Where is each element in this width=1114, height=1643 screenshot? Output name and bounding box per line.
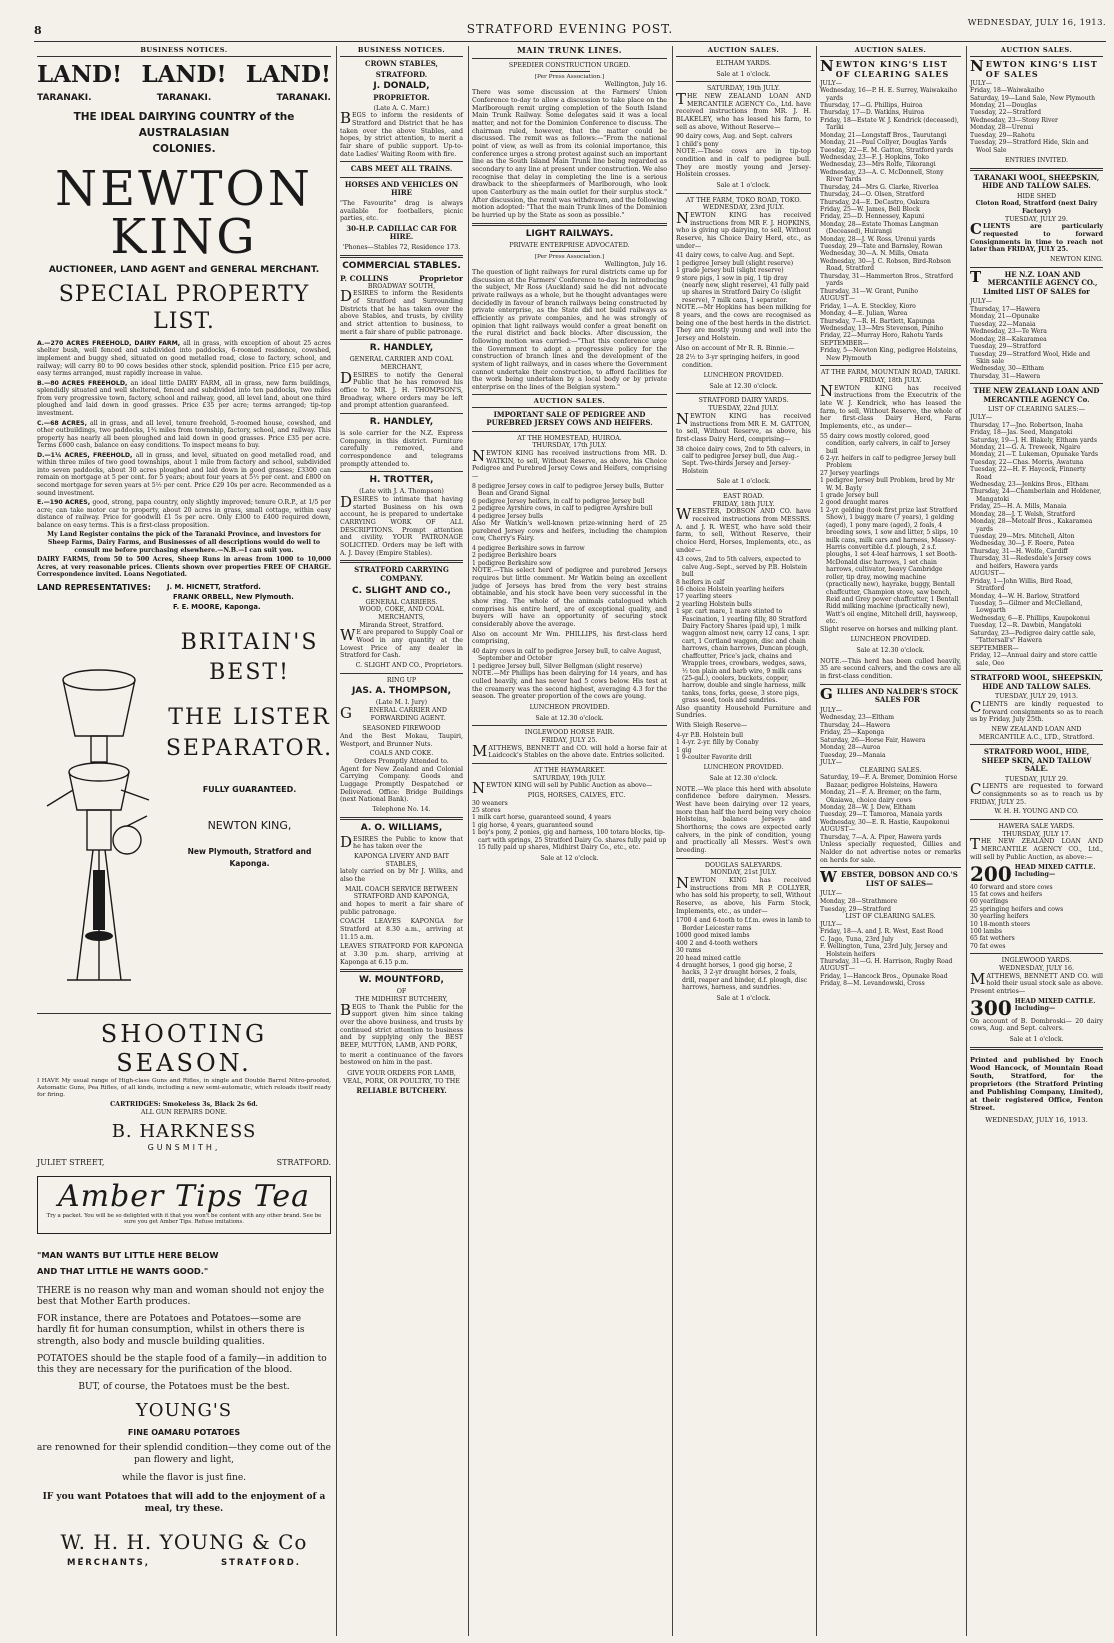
list-item: Monday, 28—Strathmore	[820, 898, 898, 906]
list-item: 70 fat ewes	[970, 942, 1006, 950]
column-auction-sales-3: AUCTION SALES. NEWTON KING'S LIST OF SALES JULY— Friday, 18—Waiwakaiho Saturday, 19—Land Sale, New Plymouth Monday, 21—Douglas Tuesday, 22—Stratford Wednesday, 23—Stony River Monday, 28—Urenui Tuesday, 29—Rahotu Tuesday, 29—Stratford Hide, Skin and Wool Sale ENTRIES INVITED. TARANAKI WOOL, SHEEPSKIN, HIDE AND TALLOW SALES. HIDE SHED Cloton Road, Stratford (next Dairy Factory) TUESDAY, JULY 29. CLIENTS are particularly requested to forward Consignments in time to reach not later than FRIDAY, JULY 25. NEWTON KING. THE N.Z. LOAN AND MERCANTILE AGENCY CO., Limited LIST OF SALES for JULY— Thursday, 17—Hawera Monday, 21—Opunake Tuesday, 22—Manaia Wednesday, 23—Te Wera Monday, 28—Kakaramea Tuesday, 29—Stratford Tuesday, 29—Stratford Wool, Hide and Skin sale Wednesday, 30—Eltham Thursday, 31—Hawera THE NEW ZEALAND LOAN AND MERCANTILE AGENCY Co. LIST OF CLEARING SALES:— JULY— Thursday, 17—Jno. Robertson, Inaha Friday, 18—Jas. Seed, Mangatoki Saturday, 19—J. H. Blakely, Eltham yards Monday, 21—G. A. Treweek, Ngaire Monday, 21—T. Lukeman, Opunake Yards Tuesday, 22—Chas. Morris, Awatuna Tuesday, 22—H. F. Haycock, Finnerty Road Wednesday, 23—Jenkins Bros., Eltham Thursday, 24—Chamberlain and Holdener, Mangatoki Friday, 25—H. A. Mills, Manaia Monday, 28—J. T. Welsh, Stratford Monday, 28—Metcalf Bros., Kakaramea yards Tuesday, 29—Mrs. Mitchell, Alton Wednesday, 30—J. F. Roere, Patea Thursday, 31—H. Wolfe, Cardiff Thursday, 31—Redesdale's Jersey cows and heifers, Hawera yards AUGUST— Friday, 1—John Willis, Bird Road, Stratford Monday, 4—W. H. Barlow, Stratford Tuesday, 5—Gilmer and McClelland, Lowgarth Wednesday, 6—E. Phillips, Kaupokonui Tuesday, 12—R. Dawbin, Mangatoki Saturday, 23—Pedigree dairy cattle sale, "Tattersall's" Hawera SEPTEMBER— Friday, 12—Annual dairy and store cattle sale, Oeo STRATFORD WOOL, SHEEPSKIN, HIDE AND TALLOW SALES. TUESDAY, JULY 29, 1913. CLIENTS are kindly requested to forward consignments so as to reach us by Friday, July 25th. NEW ZEALAND LOAN AND MERCANTILE A.C., LTD., Stratford. STRATFORD WOOL, HIDE, SHEEP SKIN, AND TALLOW SALE. TUESDAY, JULY 29. CLIENTS are requested to forward consignments so as to reach us by FRIDAY, JULY 25. W. H. H. YOUNG AND CO. HAWERA SALE YARDS. THURSDAY, JULY 17. THE NEW ZEALAND LOAN AND MERCANTILE AGENCY CO., Ltd., will sell by Public Auction, as above:— 200 HEAD MIXED CATTLE. Including— 40 forward and store cows 15 fat cows and heifers 60 yearlings 25 springing heifers and cows 30 yearling heifers 10 18-month steers 100 lambs 65 fat wethers 70 fat ewes INGLEWOOD YARDS. WEDNESDAY, JULY 16. MATTHEWS, BENNETT AND CO. will hold their usual stock sale as above. Present entries— 300 HEAD MIXED CATTLE. Including— On account of B. Dombroski— 20 dairy cows, Aug. and Sept. calvers. Sale at 1 o'clock. Printed and published by Enoch Wood Hancock, of Mountain Road South, Stratford, for the proprietors (the Stratford Printing and Publishing Company, Limited), at their registered Office, Fenton Street. WEDNESDAY, JULY 16, 1913.	[966, 46, 1106, 1636]
list-item: Monday, 28—Urenui	[970, 124, 1034, 132]
property-item: A.—270 ACRES FREEHOLD, DAIRY FARM, all in grass, with exception of about 25 acres shelter bush, well fenced and subdivided into paddocks, 6-roomed residence, cowshed, implement and buggy shed, situated on good metalled road, close to factory, school, and railway; will carry 80 to 90 cows besides other stock, splendid position. Price £15 per acre, easy terms arranged, must rapidly increase in value.	[37, 339, 331, 378]
list-item: C. Jago, Tuna, 23rd July	[820, 935, 894, 943]
binnie-list	[676, 354, 811, 369]
list-item: 2 pedigree Berkshire boars	[472, 552, 557, 560]
harkness-address: JULIET STREET, STRATFORD.	[37, 1158, 331, 1168]
list-item: Friday, 18—A. and J. R. West, East Road	[820, 928, 944, 936]
section-heading: AUCTION SALES.	[970, 46, 1103, 57]
whh-young-merchants: MERCHANTS, STRATFORD.	[67, 1558, 301, 1569]
special-property-list-title: SPECIAL PROPERTY LIST.	[58, 282, 310, 335]
list-item: 16 choice Holstein yearling heifers	[676, 585, 785, 593]
lister-separator-ad	[37, 620, 334, 1010]
list-item: 6 pedigree Jersey heifers, in calf to pedigree Jersey bull	[472, 497, 645, 505]
list-item: 40 forward and store cows	[970, 883, 1053, 891]
list-item: Wednesday, 23—F. J. Hopkins, Toko	[820, 154, 929, 161]
slight-name: C. SLIGHT AND CO.,	[352, 585, 451, 596]
nk-july-sales	[820, 87, 961, 295]
amber-tips-tea-ad	[37, 1176, 331, 1234]
lister-headline: BEST!	[209, 660, 290, 686]
shooting-season-title: SHOOTING SEASON.	[100, 1019, 268, 1077]
list-item: Wednesday, 30—J. C. Robson, Bird-Robson Road, Stratford	[820, 257, 951, 273]
section-heading: AUCTION SALES.	[820, 46, 961, 57]
list-item: 2 yearling Holstein bulls	[676, 600, 752, 608]
list-item: 1 boy's pony, 2 ponies, gig and harness, 100 totara blocks, tip-cart with springs, 25 Stratford Dairy Co. shares fully paid up 15 fully paid up shares, Midhirst Dairy Co., etc., etc.	[472, 829, 667, 852]
list-item: 17 yearling steers	[676, 593, 732, 601]
taranaki-word: TARANAKI.	[37, 93, 92, 104]
lister-locations: New Plymouth, Stratford and Kaponga.	[187, 847, 312, 869]
list-item: Monday, 21—Longstaff Bros., Taurutangi	[820, 131, 947, 139]
cartridges-line: CARTRIDGES: Smokeless 3s, Black 2s 6d.	[110, 1101, 258, 1109]
list-item: 6 2-yr. heifers in calf to pedigree Jersey bull Problem	[820, 454, 956, 470]
webster-july-sales	[820, 898, 961, 913]
donald-name: J. DONALD,	[373, 81, 430, 92]
list-item: Monday, 21—T. Lukeman, Opunake Yards	[970, 451, 1098, 459]
hopkins-list	[676, 252, 811, 304]
gillies-stock-sales	[820, 714, 961, 759]
main-trunk-article: There was some discussion at the Farmers' Union Conference to-day to allow a discussion to take place on the Marlborough remit urging completion of the South Island Main Trunk Railway. Some delegates said it was a local matter, and not for the Dominion Conference to discuss. The chairman ruled, however, that the matter could be discussed. The remit was as follows:—"From the national point of view, as well as from its colonial importance, this conference urges a strong protest against such an important line as the South Island Main Trunk line being regarded as secondary to any line at present under construction. We also recognise that delay in completing the line is a serious drawback to the sheepfarmers of Marlborough, who look upon Canterbury as the main outlet for their surplus stock." After discussion, the remit was withdrawn, and the following motion adopted: "That the main Trunk lines of the Dominion be hurried up by the State as soon as possible."	[472, 89, 667, 219]
column-business-notices-1	[34, 46, 334, 1636]
pigs-list	[472, 800, 667, 852]
list-item: Tuesday, 22—Stratford	[970, 109, 1041, 117]
gunsmith-label: GUNSMITH,	[147, 1142, 221, 1152]
list-item: Friday, 22—Murray Horo, Rahotu Yards	[820, 332, 943, 340]
list-item: Tuesday, 29—Stratford	[820, 905, 891, 913]
list-item: 41 dairy cows, to calve Aug. and Sept.	[676, 252, 795, 260]
list-item: Tuesday, 29—Mrs. Mitchell, Alton	[970, 533, 1075, 540]
auction-sales-heading: AUCTION SALES.	[472, 394, 667, 408]
list-item: Friday, 5—Newton King, pedigree Holsteins, New Plymouth	[820, 347, 958, 362]
rep-item: FRANK ORBELL, New Plymouth.	[173, 593, 294, 602]
head-300-block: 300 HEAD MIXED CATTLE. Including—	[970, 997, 1096, 1018]
list-item: Friday, 18—Jas. Seed, Mangatoki	[970, 429, 1073, 437]
commercial-stables-title: COMMERCIAL STABLES.	[342, 260, 461, 271]
list-item: Tuesday, 5—Gilmer and McClelland, Lowgarth	[970, 600, 1083, 615]
list-item: Monday, 28—J. T. Welsh, Stratford	[970, 510, 1076, 518]
list-item: 4 pedigree Berkshire sows in farrow	[472, 544, 585, 552]
taranaki-word: TARANAKI.	[276, 93, 331, 104]
section-heading: BUSINESS NOTICES.	[340, 46, 463, 57]
webster-dobson-heading: WEBSTER, DOBSON AND CO.'S LIST OF SALES—	[820, 868, 958, 888]
ideal-country-line: THE IDEAL DAIRYING COUNTRY of the AUSTRALASIAN COLONIES.	[73, 111, 295, 155]
harkness-name: B. HARKNESS	[111, 1120, 257, 1142]
list-item: Monday, 28—Metcalf Bros., Kakaramea yards	[970, 518, 1093, 533]
masthead	[34, 14, 1106, 42]
list-item: Friday, 25—Kaponga	[820, 729, 885, 737]
lister-guarantee: FULLY GUARANTEED.	[202, 784, 297, 794]
list-item: Tuesday, 29—Stratford	[970, 343, 1041, 351]
list-item: Friday, 25—H. A. Mills, Manaia	[970, 503, 1067, 511]
list-item: Monday, 28—J. W. Ross, Urenui yards	[820, 235, 936, 243]
repairs-line: ALL GUN REPAIRS DONE.	[140, 1109, 228, 1117]
lister-merchant: NEWTON KING,	[207, 818, 292, 832]
webster-clearing-sales	[820, 928, 961, 965]
page-number: 8	[34, 24, 42, 37]
list-item: Tuesday, 12—R. Dawbin, Mangatoki	[970, 622, 1082, 630]
section-heading: AUCTION SALES.	[676, 46, 811, 57]
land-word: LAND!	[245, 61, 331, 89]
potato-ad-copy: THERE is no reason why man and woman should not enjoy the best that Mother Earth produces. FOR instance, there are Potatoes and Potatoes—some are hardly fit for human consumption, whilst in others there is strength, also body and muscle building qualities. POTATOES should be the staple food of a family—in addition to this they are necessary for the purification of the blood. BUT, of course, the Potatoes must be the best.	[37, 1285, 327, 1393]
property-item: B.—80 ACRES FREEHOLD, an ideal little DAIRY FARM, all in grass, new farm buildings, splendidly situated and well sheltered, fenced and subdivided into ten paddocks, two miles from very progressive town, factory, school and railway, good, all level land, about one third ploughed and laid down in good grasses. Price £35 per acre; terms arranged; tip-top investment.	[37, 379, 331, 417]
list-item: 25 springing heifers and cows	[970, 905, 1064, 913]
list-item: Wednesday, 23—Mrs Rolfe, Tikorangi	[820, 161, 936, 169]
list-item: Friday, 1—John Willis, Bird Road, Stratford	[970, 577, 1073, 593]
man-wants-headline: "MAN WANTS BUT LITTLE HERE BELOW AND THAT LITTLE HE WANTS GOOD."	[37, 1250, 219, 1276]
hawera-cattle-list	[970, 884, 1103, 951]
gillies-clearing-sales	[820, 774, 961, 826]
amber-tips-fineprint: Try a packet. You will be so delighted with it that you won't be content with any other brand. See be sure you get Amber Tips. Refuse imitations.	[46, 1212, 322, 1226]
list-item: Thursday, 31—G. H. Harrison, Rugby Road	[820, 957, 953, 965]
nzloan-clearing-list	[970, 422, 1103, 570]
reps-label: LAND REPRESENTATIVES:	[37, 582, 151, 592]
watkin-stock-list	[472, 483, 667, 520]
berkshire-list	[472, 545, 667, 567]
land-word: LAND!	[37, 61, 123, 89]
cream-separator-illustration	[37, 640, 157, 1000]
list-item: 1 child's pony	[676, 140, 719, 148]
list-item: Thursday, 24—O. Olsen, Stratford	[820, 191, 925, 199]
list-item: Tuesday, 29—T. Tamoroa, Manaia yards	[820, 811, 943, 819]
list-item: Wednesday, 30—E. R. Hastie, Kaupokonui	[820, 818, 950, 826]
list-item: 8 heifers in calf	[676, 578, 725, 586]
list-item: 40 dairy cows in calf to pedigree Jersey bull, to calve August, September and October	[472, 647, 662, 663]
column-auction-sales-2: AUCTION SALES. NEWTON KING'S LIST OF CLEARING SALES JULY— Wednesday, 16—P. H. E. Surrey, Waiwakaiho yards Thursday, 17—G. Phillips, Huiroa Thursday, 17—D. Watkins, Huiroa Friday, 18—Estate W. J. Kendrick (deceased), Tariki Monday, 21—Longstaff Bros., Taurutangi Monday, 21—Paul Collyer, Douglas Yards Tuesday, 22—E. M. Gatton, Stratford yards Wednesday, 23—F. J. Hopkins, Toko Wednesday, 23—Mrs Rolfe, Tikorangi Wednesday, 23—A. C. McDonnell, Stony River Yards Thursday, 24—Mrs G. Clarke, Riverlea Thursday, 24—O. Olsen, Stratford Thursday, 24—E. DeCastro, Oakura Friday, 25—W. James, Bell Block Friday, 25—D. Hennessey, Kapuni Monday, 28—Estate Thomas Langman (Deceased), Huirangi Monday, 28—J. W. Ross, Urenui yards Tuesday, 29—Tate and Barnsley, Rowan Wednesday, 30—A. N. Mills, Omata Wednesday, 30—J. C. Robson, Bird-Robson Road, Stratford Thursday, 31—Hammerton Bros., Stratford yards Thursday, 31—W. Grant, Puniho AUGUST— Friday, 1—A. E. Steckley, Kioro Monday, 4—E. Julian, Warea Thursday, 7—R. H. Bartlett, Kapunga Wednesday, 13—Mrs Stevenson, Puniho Friday, 22—Murray Horo, Rahotu Yards SEPTEMBER— Friday, 5—Newton King, pedigree Holsteins, New Plymouth AT THE FARM, MOUNTAIN ROAD, TARIKI. FRIDAY, 18th JULY. NEWTON KING has received instructions from the Executrix of the late W. J. Kendrick, who has leased the farm, to sell, Without Reserve, the whole of her first-class Dairy Herd, Farm Implements, etc., as under— 55 dairy cows mostly colored, good condition, early calvers, in calf to Jersey bull 6 2-yr. heifers in calf to pedigree Jersey bull Problem 27 Jersey yearlings 1 pedigree Jersey bull Problem, bred by Mr W. M. Bayly 1 grade Jersey bull 2 good draught mares 1 2-yr. gelding (took first prize last Stratford Show), 1 buggy mare (7 years), 1 gelding (aged), 1 pony mare (aged), 2 foals, 4 breeding sows, 1 sow and litter, 5 slips, 10 milk cans, milk cars and harness, Massey-Harris convertible d.f. plough, 2 s.f. ploughs, 1 set 4-leaf harrows, 1 set Booth-McDonald disc harrows, 1 set chain harrows, cultivator, heavy Cambridge roller, tip dray, mowing machine (practically new), hayrake, buggy, Bentall chaffcutter, Champion stove, saw bench, Reid and Grey power chaffcutter, 1 Bentall Ridd milking machine (practically new), Watt's oil engine, Mitchell drill, haysweep, etc. Slight reserve on horses and milking plant. LUNCHEON PROVIDED. Sale at 12.30 o'clock. NOTE.—This herd has been culled heavily, 35 are second calvers, and the cows are all in first-class condition. GILLIES AND NALDER'S STOCK SALES FOR JULY— Wednesday, 23—Eltham Thursday, 24—Hawera Friday, 25—Kaponga Saturday, 26—Horse Fair, Hawera Monday, 28—Auroa Tuesday, 29—Manaia JULY— CLEARING SALES. Saturday, 19—F. A. Bremer, Dominion Horse Bazaar, pedigree Holsteins, Hawera Monday, 21—F. A. Bremer, on the farm, Okaiawa, choice dairy cows Monday, 28—W. J. Dew, Eltham Tuesday, 29—T. Tamoroa, Manaia yards Wednesday, 30—E. R. Hastie, Kaupokonui AUGUST— Thursday, 7—A. A. Piper, Hawera yards Unless specially requested, Gillies and Nalder do not advertise notes or remarks on herds for sale. WEBSTER, DOBSON AND CO.'S LIST OF SALES— JULY— Monday, 28—Strathmore Tuesday, 29—Stratford LIST OF CLEARING SALES. JULY— Friday, 18—A. and J. R. West, East Road C. Jago, Tuna, 23rd July F. Wellington, Tuna, 23rd July, Jersey and Holstein heifers Thursday, 31—G. H. Harrison, Rugby Road AUGUST— Friday, 1—Hancock Bros., Opunake Road Friday, 8—M. Levandowski, Cross	[816, 46, 964, 1636]
list-item: Monday, 21—F. A. Bremer, on the farm, Okaiawa, choice dairy cows	[820, 789, 942, 804]
column-news-and-auctions: MAIN TRUNK LINES. SPEEDIER CONSTRUCTION URGED. [Per Press Association.] Wellington, July 16. There was some discussion at the Farmers' Union Conference to-day to allow a discussion to take place on the Marlborough remit urging completion of the South Island Main Trunk Railway. Some delegates said it was a local matter, and not for the Dominion Conference to discuss. The chairman ruled, however, that the matter could be discussed. The remit was as follows:—"From the national point of view, as well as from its colonial importance, this conference urges a strong protest against such an important line as the South Island Main Trunk line being regarded as secondary to any line at present under construction. We also recognise that delay in completing the line is a serious drawback to the sheepfarmers of Marlborough, who look upon Canterbury as the main outlet for their surplus stock." After discussion, the remit was withdrawn, and the following motion adopted: "That the main Trunk lines of the Dominion be hurried up by the State as soon as possible." LIGHT RAILWAYS. PRIVATE ENTERPRISE ADVOCATED. [Per Press Association.] Wellington, July 16. The question of light railways for rural districts came up for discussion at the Farmers' Conference to-day. In introducing the subject, Mr Ross (Auckland) said he did not advocate private railways as a whole, but he thought advantages were decidedly in favour of branch railways being constructed by private enterprise, as the State did not build railways as efficiently as private companies, and he was strongly of opinion that light railways would confer a great benefit on the rural district and back blocks. After discussion, the following motion was carried:—"That this conference urge the Government to adopt a progressive policy for the construction of branch lines and the development of the system of light railways, and in cases where the Government cannot undertake their construction, to afford facilities for the work being undertaken by a local body or by private enterprise on the lines of the Belgian system." AUCTION SALES. IMPORTANT SALE OF PEDIGREE AND PUREBRED JERSEY COWS AND HEIFERS. AT THE HOMESTEAD, HUIROA. THURSDAY, 17th JULY. NEWTON KING has received instructions from MR. D. WATKIN, to sell, Without Reserve, as above, his Choice Pedigree and Purebred Jersey Cows and Heifers, comprising— 8 pedigree Jersey cows in calf to pedigree Jersey bulls, Butter Bean and Grand Signal 6 pedigree Jersey heifers, in calf to pedigree Jersey bull 2 pedigree Ayrshire cows, in calf to pedigree Ayrshire bull 4 pedigree Jersey bulls Also Mr Watkin's well-known prize-winning herd of 25 purebred Jersey cows and heifers, including the champion cow, Cherry's Fairy. 4 pedigree Berkshire sows in farrow 2 pedigree Berkshire boars 1 pedigree Berkshire sow NOTE.—This select herd of pedigree and purebred Jerseys requires but little comment. Mr Watkin being an excellent judge of Jerseys has bred from the very best strains obtainable, and his stock have been very successful in the show ring. The whole of the animals catalogued which comprises his entire herd, are of exceptional quality, and buyers will have an opportunity of securing stock considerably above the average. Also on account Mr Wm. PHILLIPS, his first-class herd comprising, 40 dairy cows in calf to pedigree Jersey bull, to calve August, September and October 1 pedigree Jersey bull, Silver Bellgman (slight reserve) NOTE.—Mr Phillips has been dairying for 14 years, and has culled heavily, and has never had 5 cows below. His test at the creamery was the second highest, averaging 4.3 for the season. The greater proportion of the cows are young. LUNCHEON PROVIDED. Sale at 12.30 o'clock. INGLEWOOD HORSE FAIR. FRIDAY, JULY 25. MATTHEWS, BENNETT and CO. will hold a horse fair at Laidcock's Stables on the above date. Entries solicited. AT THE HAYMARKET. SATURDAY, 19th JULY. NEWTON KING will sell by Public Auction as above— PIGS, HORSES, CALVES, ETC. 30 weaners 25 stores 1 milk cart horse, guaranteed sound, 4 years 1 gig horse, 4 years, guaranteed sound 1 boy's pony, 2 ponies, gig and harness, 100 totara blocks, tip-cart with springs, 25 Stratford Dairy Co. shares fully paid up 15 fully paid up shares, Midhirst Dairy Co., etc., etc. Sale at 12 o'clock.	[468, 46, 670, 1636]
list-item: Monday, 4—W. H. Barlow, Stratford	[970, 592, 1080, 600]
list-item: Thursday, 7—R. H. Bartlett, Kapunga	[820, 317, 935, 325]
newspaper-title: STRATFORD EVENING POST.	[466, 22, 674, 36]
rep-item: J. M. HICNETT, Stratford.	[167, 582, 261, 591]
list-item: 1 4-yr. 2-yr. filly by Conaby	[676, 739, 759, 747]
webster-august-sales	[820, 973, 961, 988]
list-item: 30 yearling heifers	[970, 913, 1029, 921]
list-item: Monday, 28—Estate Thomas Langman (Deceased), Huirangi	[820, 220, 939, 236]
list-item: 1000 good mixed lambs	[676, 932, 750, 940]
land-banner	[37, 61, 331, 89]
list-item: Tuesday, 29—Stratford Wool, Hide and Skin sale	[970, 350, 1091, 365]
lister-headline: BRITAIN'S	[180, 629, 319, 655]
williams-name: A. O. WILLIAMS,	[360, 822, 443, 833]
land-representatives	[37, 583, 331, 612]
list-item: Thursday, 31—H. Wolfe, Cardiff	[970, 547, 1068, 555]
sleigh-list	[676, 732, 811, 762]
nzloan-september-list	[970, 652, 1103, 667]
gatton-list	[676, 446, 811, 476]
list-item: 28 2½ to 3-yr springing heifers, in good condition.	[676, 354, 800, 369]
shooting-text: I HAVE My usual range of High-class Guns and Rifles, in single and Double Barrel Nitro-proofed, Automatic Guns, Pea Rifles, of all kinds, including a new semi-automatic, which reloads itself ready for firing.	[37, 1078, 331, 1099]
list-item: 9 store pigs, 1 sow in pig, 1 tip dray (nearly new, slight reserve), 41 fully paid up shares in Stratford Dairy Co (slight reserve), 7 milk cans, 1 separator.	[676, 274, 809, 304]
list-item: 1 grade Jersey bull (slight reserve)	[676, 267, 784, 275]
newton-king-title: NEWTON KING	[55, 161, 313, 266]
list-item: Thursday, 31—Redesdale's Jersey cows and heifers, Hawera yards	[970, 555, 1091, 570]
potato-ad-copy-2: are renowned for their splendid condition—they come out of the pan flowery and light, while the flavor is just fine. IF you want Potatoes that will add to the enjoyment of a meal, try these.	[37, 1443, 331, 1515]
phillips-list	[472, 648, 667, 670]
list-item: 25 stores	[472, 807, 501, 815]
dairy-farms-note: DAIRY FARMS, from 50 to 500 Acres, Sheep Runs in areas from 1000 to 10,000 Acres, at very reasonable prices. Clients shown over properties FREE OF CHARGE. Correspondence invited. Loans Negotiated.	[37, 556, 331, 579]
list-item: 400 2 and 4-tooth wethers	[676, 939, 758, 947]
handley-name: R. HANDLEY,	[369, 343, 434, 354]
list-item: 1 spr. cart mare, 1 mare stinted to Fascination, 1 yearling filly, 80 Stratford Dairy Factory Shares (paid up), 1 milk waggon almost new, carry 12 cans, 1 spr. cart, 1 Cortland waggon, disc and chain harrows, chain harrows, Duncan plough, chaffcutter, Price's jack, chains and Wrapple trees, crowbars, wedges, saws, ½ ton plain and barb wire, 9 milk cans (25-gal.), coolers, buckets, copper, harrow, double and single harness, milk tanks, tons, forks, geese, 3 store pigs, grass seed, tools and sundries.	[676, 608, 810, 705]
list-item: 1 2-yr. gelding (took first prize last Stratford Show), 1 buggy mare (7 years), 1 gelding (aged), 1 pony mare (aged), 2 foals, 4 breeding sows, 1 sow and litter, 5 slips, 10 milk cans, milk cars and harness, Massey-Harris convertible d.f. plough, 2 s.f. ploughs, 1 set 4-leaf harrows, 1 set Booth-McDonald disc harrows, 1 set chain harrows, cultivator, heavy Cambridge roller, tip dray, mowing machine (practically new), hayrake, buggy, Bentall chaffcutter, Champion stove, saw bench, Reid and Grey power chaffcutter, 1 Bentall Ridd milking machine (practically new), Watt's oil engine, Mitchell drill, haysweep, etc.	[820, 506, 959, 626]
list-item: Friday, 25—D. Hennessey, Kapuni	[820, 213, 925, 221]
list-item: Thursday, 31—Hawera	[970, 372, 1041, 380]
list-item: Wednesday, 30—J. F. Roere, Patea	[970, 540, 1075, 548]
kendrick-list	[820, 433, 961, 626]
list-item: Tuesday, 29—Tate and Barnsley, Rowan	[820, 243, 943, 251]
list-item: Wednesday, 23—Eltham	[820, 714, 895, 722]
list-item: Saturday, 19—Land Sale, New Plymouth	[970, 94, 1095, 102]
nk-sales-heading: NEWTON KING'S LIST OF SALES	[970, 57, 1098, 79]
list-item: Thursday, 17—D. Watkins, Huiroa	[820, 109, 925, 117]
list-item: 1 9-coulter Favorite drill	[676, 753, 752, 761]
nk-sales-list	[970, 87, 1103, 154]
list-item: Wednesday, 6—E. Phillips, Kaupokonui	[970, 614, 1090, 622]
list-item: 4-yr P.B. Holstein bull	[676, 731, 744, 739]
amber-tips-logo: Amber Tips Tea	[57, 1179, 310, 1215]
list-item: 1700 4 and 6-tooth to f.f.m. ewes in lamb to Border Leicester rams	[676, 917, 811, 932]
list-item: Tuesday, 22—Chas. Morris, Awatuna	[970, 458, 1084, 466]
list-item: Monday, 4—E. Julian, Warea	[820, 310, 908, 318]
list-item: Thursday, 24—Mrs G. Clarke, Riverlea	[820, 183, 939, 191]
list-item: Monday, 28—Kakaramea	[970, 335, 1047, 343]
list-item: 1 gig horse, 4 years, guaranteed sound	[472, 821, 594, 829]
list-item: Thursday, 24—Chamberlain and Holdener, Mangatoki	[970, 488, 1102, 503]
list-item: 1 pedigree Jersey bull (slight reserve)	[676, 259, 794, 267]
nk-clearing-sales-heading: NEWTON KING'S LIST OF CLEARING SALES	[820, 57, 950, 79]
list-item: Tuesday, 29—Stratford Hide, Skin and Wool Sale	[970, 139, 1089, 154]
list-item: 4 draught horses, 1 good gig horse, 2 hacks, 3 2-yr draught horses, 2 foals, drill, reaper and binder, d.f. plough, disc harrows, harness, and sundries.	[676, 962, 808, 992]
property-item: E.—190 ACRES, good, strong, papa country, only slightly improved; tenure O.R.P., at 1/5 per acre; can take motor car to property, about 20 acres in grass, small cottage, within easy distance of railway. Price for goodwill £1 5s per acre. Only £300 to £400 required down, balance on easy terms. This is a first-class proposition.	[37, 499, 331, 529]
list-item: Wednesday, 23—Te Wera	[970, 328, 1047, 336]
list-item: 1 grade Jersey bull	[820, 492, 879, 500]
list-item: Friday, 1—Hancock Bros., Opunake Road	[820, 973, 948, 981]
list-item: Monday, 28—Auroa	[820, 744, 881, 752]
nk-september-sales	[820, 347, 961, 362]
land-register-note: My Land Register contains the pick of the Taranaki Province, and investors for Sheep Farms, Dairy Farms, and Businesses of all descriptions would do well to consult me before purchasing elsewhere.—N.B.—I can suit you.	[47, 531, 321, 554]
blakeley-list	[676, 133, 811, 148]
list-item: Friday, 1—A. E. Steckley, Kioro	[820, 302, 916, 310]
list-item: Monday, 28—W. J. Dew, Eltham	[820, 803, 916, 811]
list-item: 60 yearlings	[970, 898, 1009, 906]
list-item: 1 milk cart horse, guaranteed sound, 4 years	[472, 814, 611, 822]
nzloan-august-list	[970, 578, 1103, 645]
list-item: Thursday, 17—Jno. Robertson, Inaha	[970, 421, 1083, 429]
whh-young-name: W. H. H. YOUNG & Co	[60, 1529, 308, 1554]
list-item: Saturday, 23—Pedigree dairy cattle sale, "Tattersall's" Hawera	[970, 629, 1096, 645]
list-item: Wednesday, 13—Mrs Stevenson, Puniho	[820, 324, 944, 332]
list-item: Monday, 21—G. A. Treweek, Ngaire	[970, 443, 1081, 451]
list-item: Friday, 25—W. James, Bell Block	[820, 205, 920, 213]
list-item: Saturday, 26—Horse Fair, Hawera	[820, 736, 926, 744]
lister-product: THE LISTER	[168, 705, 331, 731]
taranaki-word: TARANAKI.	[156, 93, 212, 104]
land-word: LAND!	[141, 61, 227, 89]
list-item: Friday, 8—M. Levandowski, Cross	[820, 980, 925, 988]
section-heading: BUSINESS NOTICES.	[37, 46, 331, 57]
list-item: Tuesday, 29—Manaia	[820, 751, 886, 759]
list-item: Tuesday, 22—H. F. Haycock, Finnerty Road	[970, 466, 1086, 481]
list-item: Tuesday, 22—E. M. Gatton, Stratford yards	[820, 146, 954, 154]
taranaki-banner	[37, 93, 331, 104]
imprint-date: WEDNESDAY, JULY 16, 1913.	[985, 1115, 1088, 1124]
list-item: Thursday, 7—A. A. Piper, Hawera yards	[820, 833, 942, 841]
list-item: Thursday, 31—Hammerton Bros., Stratford yards	[820, 272, 954, 288]
list-item: 55 dairy cows mostly colored, good condition, early calvers, in calf to Jersey bull	[820, 432, 951, 455]
light-railways-article: The question of light railways for rural districts came up for discussion at the Farmers' Conference to-day. In introducing the subject, Mr Ross (Auckland) said he did not advocate private railways as a whole, but he thought advantages were decidedly in favour of branch railways being constructed by private enterprise, as the State did not build railways as efficiently as private companies, and he was strongly of opinion that light railways would confer a great benefit on the rural district and back blocks. After discussion, the following motion was carried:—"That this conference urge the Government to adopt a progressive policy for the construction of branch lines and the development of the system of light railways, and in cases where the Government cannot undertake their construction, to afford facilities for the work being undertaken by a local body or by private enterprise on the lines of the Belgian system."	[472, 268, 667, 392]
trotter-name: H. TROTTER,	[369, 475, 434, 486]
nzloan-sales-list	[970, 306, 1103, 380]
imprint: Printed and published by Enoch Wood Hancock, of Mountain Road South, Stratford, for the proprietors (the Stratford Printing and Publishing Company, Limited), at their registered Office, Fenton Street.	[970, 1055, 1103, 1112]
list-item: 100 lambs	[970, 928, 1002, 936]
list-item: 27 Jersey yearlings	[820, 469, 880, 477]
list-item: Saturday, 19—F. A. Bremer, Dominion Horse Bazaar, pedigree Holsteins, Hawera	[820, 774, 958, 789]
list-item: Monday, 21—Douglas	[970, 102, 1037, 110]
list-item: Monday, 21—Paul Collyer, Douglas Yards	[820, 139, 947, 147]
list-item: 65 fat wethers	[970, 935, 1015, 943]
column-business-notices-2: BUSINESS NOTICES. CROWN STABLES, STRATFORD. J. DONALD, PROPRIETOR. (Late A. C. Marr.) BEGS to inform the residents of Stratford and District that he has taken over the above Stables, and hopes, by strict attention, to merit a fair share of public support. Up-to-date Ladies' Waiting Room with fire. CABS MEET ALL TRAINS. HORSES AND VEHICLES ON HIRE "The Favourite" drag is always available for footballers, picnic parties, etc. 30-H.P. CADILLAC CAR FOR HIRE. 'Phones—Stables 72, Residence 173. COMMERCIAL STABLES. P. COLLINS Proprietor BROADWAY SOUTH, DESIRES to inform the Residents of Stratford and Surrounding Districts that he has taken over the above Stables, and trusts, by civility and strict attention to business, to merit a fair share of public patronage. R. HANDLEY, GENERAL CARRIER AND COAL MERCHANT, DESIRES to notify the General Public that he has removed his office to MR. J. H. THOMPSON'S, Broadway, where orders may be left and prompt attention guaranteed. R. HANDLEY, is sole carrier for the N.Z. Express Company, in this district. Furniture carefully removed, and correspondence and telegrams promptly attended to. H. TROTTER, (Late with J. A. Thompson) DESIRES to intimate that having started Business on his own account, he is prepared to undertake CARRYING WORK OF ALL DESCRIPTIONS. Prompt attention and civility. YOUR PATRONAGE SOLICITED. Orders may be left with A. J. Davey (Empire Stables). STRATFORD CARRYING COMPANY. C. SLIGHT AND CO., GENERAL CARRIERS. WOOD, COKE, AND COAL MERCHANTS, Miranda Street, Stratford. WE are prepared to Supply Coal or Wood in any quantity at the Lowest Price of any dealer in Stratford for Cash. C. SLIGHT AND CO., Proprietors. RING UP JAS. A. THOMPSON, (Late M. I. Jury) GENERAL CARRIER AND FORWARDING AGENT. SEASONED FIREWOOD And the Best Mokau, Taupiri, Westport, and Brunner Nuts. COALS AND COKE. Orders Promptly Attended to. Agent for New Zealand and Colonial Carrying Company. Goods and Luggage Promptly Despatched or Delivered. Office: Bridge Buildings (next National Bank). Telephone No. 14. A. O. WILLIAMS, DESIRES the Public to know that he has taken over the KAPONGA LIVERY AND BAIT STABLES, lately carried on by Mr J. Wilks, and also the MAIL COACH SERVICE BETWEEN STRATFORD AND KAPONGA, and hopes to merit a fair share of public patronage. COACH LEAVES KAPONGA for Stratford at 8.30 a.m., arriving at 11.15 a.m. LEAVES STRATFORD FOR KAPONGA at 3.30 p.m. sharp, arriving at Kaponga at 6.15 p.m. W. MOUNTFORD, OF THE MIDHIRST BUTCHERY, BEGS to Thank the Public for the support given him since taking over the above business, and trusts by continued strict attention to business and by supplying only the BEST BEEF, MUTTON, LAMB, AND PORK, to merit a continuance of the favors bestowed on him in the past. GIVE YOUR ORDERS FOR LAMB, VEAL, PORK, OR POULTRY, TO THE RELIABLE BUTCHERY.	[336, 46, 466, 1636]
list-item: Saturday, 19—J. H. Blakely, Eltham yards	[970, 436, 1097, 444]
list-item: 1 gig	[676, 746, 692, 754]
list-item: 20 head mixed cattle	[676, 954, 741, 962]
list-item: Monday, 21—Opunake	[970, 313, 1040, 321]
list-item: 8 pedigree Jersey cows in calf to pedigree Jersey bulls, Butter Bean and Grand Signal	[472, 482, 664, 498]
list-item: Thursday, 17—G. Phillips, Huiroa	[820, 102, 923, 110]
rep-item: F. E. MOORE, Kaponga.	[173, 603, 261, 612]
list-item: Friday, 18—Estate W. J. Kendrick (deceased), Tariki	[820, 116, 959, 132]
list-item: Thursday, 24—Hawera	[820, 721, 891, 729]
list-item: 15 fat cows and heifers	[970, 890, 1043, 898]
list-item: F. Wellington, Tuna, 23rd July, Jersey and Holstein heifers	[820, 943, 948, 958]
property-list	[37, 340, 331, 530]
list-item: 90 dairy cows, Aug. and Sept. calvers	[676, 133, 793, 141]
gillies-nalder-heading: GILLIES AND NALDER'S STOCK SALES FOR	[820, 684, 958, 705]
list-item: 30 rams	[676, 947, 702, 955]
list-item: Tuesday, 29—Rahotu	[970, 131, 1035, 139]
oamaru-potatoes-title: FINE OAMARU POTATOES	[127, 1427, 241, 1437]
list-item: 38 choice dairy cows, 2nd to 5th calvers, in calf to pedigree Jersey bull, due Aug.-Sept. Two-thirds Jersey and Jersey-Holstein	[676, 445, 811, 475]
list-item: Thursday, 17—Hawera	[970, 306, 1041, 314]
mountford-name: W. MOUNTFORD,	[359, 975, 444, 986]
list-item: Wednesday, 30—Eltham	[970, 365, 1045, 373]
property-item: D.—1¼ ACRES, FREEHOLD, all in grass, and level, situated on good metalled road, and within three miles of two good townships, about 1 mile from factory and school, subdivided into seven paddocks, about 30 acres ploughed and laid down in good grasses; £3300 can remain on mortgage at 5 per cent. for 5 years; about four years at 5½ per cent. and £800 on second mortgage for seven years at 5½ per cent. Price £29 10s per acre. Recommended as a sound investment.	[37, 451, 331, 497]
light-railways-headline: LIGHT RAILWAYS.	[525, 228, 614, 239]
list-item: Wednesday, 23—Jenkins Bros., Eltham	[970, 481, 1089, 489]
list-item: 4 pedigree Jersey bulls	[472, 512, 544, 520]
list-item: Tuesday, 22—Manaia	[970, 320, 1036, 328]
list-item: Friday, 12—Annual dairy and store cattle sale, Oeo	[970, 652, 1098, 667]
list-item: 10 18-month steers	[970, 920, 1031, 928]
main-trunk-headline: MAIN TRUNK LINES.	[472, 46, 667, 59]
list-item: Wednesday, 23—A. C. McDonnell, Stony River Yards	[820, 168, 944, 184]
head-200-block: 200 HEAD MIXED CATTLE. Including—	[970, 863, 1096, 884]
list-item: 30 weaners	[472, 799, 508, 807]
collins-name: P. COLLINS Proprietor	[340, 273, 463, 283]
west-list	[676, 556, 811, 704]
list-item: 1 pedigree Berkshire sow	[472, 559, 552, 567]
thompson-name: JAS. A. THOMPSON,	[352, 686, 451, 697]
list-item: Wednesday, 23—Stony River	[970, 116, 1058, 124]
list-item: Wednesday, 16—P. H. E. Surrey, Waiwakaiho yards	[820, 87, 958, 102]
list-item: 1 pedigree Jersey bull Problem, bred by Mr W. M. Bayly	[820, 477, 955, 492]
list-item: 43 cows, 2nd to 5th calvers, expected to calve Aug.-Sept., served by P.B. Holstein bull	[676, 556, 808, 579]
list-item: Thursday, 24—E. DeCastro, Oakura	[820, 198, 930, 206]
list-item: 2 good draught mares	[820, 499, 889, 507]
property-item: C.—68 ACRES, all in grass, and all level, tenure freehold, 5-roomed house, cowshed, and other outbuildings, two paddocks, 1¾ miles from township, factory, school, and railway. This property has nearly all been ploughed and laid down in good grasses. Price £35 per acre. Terms £600 cash, balance on easy conditions. To inspect means to buy.	[37, 419, 331, 450]
list-item: 2 pedigree Ayrshire cows, in calf to pedigree Ayrshire bull	[472, 505, 653, 513]
gillies-august-sales	[820, 834, 961, 841]
list-item: Wednesday, 30—A. N. Mills, Omata	[820, 250, 929, 258]
youngs-title: YOUNG'S	[135, 1399, 233, 1421]
column-auction-sales-1: AUCTION SALES. ELTHAM YARDS. Sale at 1 o'clock. SATURDAY, 19th JULY. THE NEW ZEALAND LOAN AND MERCANTILE AGENCY Co., Ltd. have received instructions from MR. J. H. BLAKELEY, who has leased his farm, to sell as above, Without Reserve— 90 dairy cows, Aug. and Sept. calvers 1 child's pony NOTE.—These cows are in tip-top condition and in calf to pedigree bull. They are mostly young and Jersey-Holstein crosses. Sale at 1 o'clock. AT THE FARM, TOKO ROAD, TOKO. WEDNESDAY, 23rd JULY. NEWTON KING has received instructions from MR F. J. HOPKINS, who is giving up dairying, to sell, Without Reserve, his Choice Dairy Herd, etc., as under— 41 dairy cows, to calve Aug. and Sept. 1 pedigree Jersey bull (slight reserve) 1 grade Jersey bull (slight reserve) 9 store pigs, 1 sow in pig, 1 tip dray (nearly new, slight reserve), 41 fully paid up shares in Stratford Dairy Co (slight reserve), 7 milk cans, 1 separator. NOTE.—Mr Hopkins has been milking for 8 years, and the cows are recognised as being one of the best herds in the district. They are mostly young and well into the Jersey and Holstein. Also on account of Mr R. R. Binnie.— 28 2½ to 3-yr springing heifers, in good condition. LUNCHEON PROVIDED. Sale at 12.30 o'clock. STRATFORD DAIRY YARDS. TUESDAY, 22nd JULY. NEWTON KING has received instructions from MR E. M. GATTON, to sell, Without Reserve, as above, his first-class Dairy Herd, comprising— 38 choice dairy cows, 2nd to 5th calvers, in calf to pedigree Jersey bull, due Aug.-Sept. Two-thirds Jersey and Jersey-Holstein Sale at 1 o'clock. EAST ROAD. FRIDAY, 18th JULY. WEBSTER, DOBSON AND CO. have received instructions from MESSRS. A. and J. R. WEST, who have sold their farm, to sell, Without Reserve, their choice Herd, Horses, Implements, etc., as under— 43 cows, 2nd to 5th calvers, expected to calve Aug.-Sept., served by P.B. Holstein bull 8 heifers in calf 16 choice Holstein yearling heifers 17 yearling steers 2 yearling Holstein bulls 1 spr. cart mare, 1 mare stinted to Fascination, 1 yearling filly, 80 Stratford Dairy Factory Shares (paid up), 1 milk waggon almost new, carry 12 cans, 1 spr. cart, 1 Cortland waggon, disc and chain harrows, chain harrows, Duncan plough, chaffcutter, Price's jack, chains and Wrapple trees, crowbars, wedges, saws, ½ ton plain and barb wire, 9 milk cans (25-gal.), coolers, buckets, copper, harrow, double and single harness, milk tanks, tons, forks, geese, 3 store pigs, grass seed, tools and sundries. Also quantity Household Furniture and Sundries. With Sleigh Reserve— 4-yr P.B. Holstein bull 1 4-yr. 2-yr. filly by Conaby 1 gig 1 9-coulter Favorite drill LUNCHEON PROVIDED. Sale at 12.30 o'clock. NOTE.—We place this herd with absolute confidence before dairymen. Messrs. West have been dairying over 12 years, more than half the herd being very choice Holsteins, balance Jerseys and Shorthorns; the cows are expected early calvers, in the pink of condition, young and practically all Messrs. West's own breeding. DOUGLAS SALEYARDS. MONDAY, 21st JULY. NEWTON KING has received instructions from MR P. COLLYER, who has sold his property, to sell, Without Reserve, as above, his Farm Stock, Implements, etc., as under— 1700 4 and 6-tooth to f.f.m. ewes in lamb to Border Leicester rams 1000 good mixed lambs 400 2 and 4-tooth wethers 30 rams 20 head mixed cattle 4 draught horses, 1 good gig horse, 2 hacks, 3 2-yr draught horses, 2 foals, drill, reaper and binder, d.f. plough, disc harrows, harness, and sundries. Sale at 1 o'clock.	[672, 46, 814, 1636]
nk-august-sales	[820, 303, 961, 340]
crown-stables-title: CROWN STABLES,	[365, 59, 438, 69]
crown-stables-text: BEGS to inform the residents of Stratford and District that he has taken over the above Stables, and hopes, by strict attention, to merit a fair share of public support. Up-to-date Ladies' Waiting Room with fire.	[340, 109, 463, 158]
issue-date: WEDNESDAY, JULY 16, 1913.	[967, 18, 1106, 28]
list-item: 1 pedigree Jersey bull, Silver Bellgman (slight reserve)	[472, 662, 643, 670]
list-item: Thursday, 31—W. Grant, Puniho	[820, 287, 919, 295]
list-item: Friday, 18—Waiwakaiho	[970, 87, 1045, 95]
collyer-list	[676, 917, 811, 991]
lister-product: SEPARATOR.	[165, 736, 334, 762]
newton-king-role: AUCTIONEER, LAND AGENT and GENERAL MERCHANT.	[48, 265, 320, 276]
